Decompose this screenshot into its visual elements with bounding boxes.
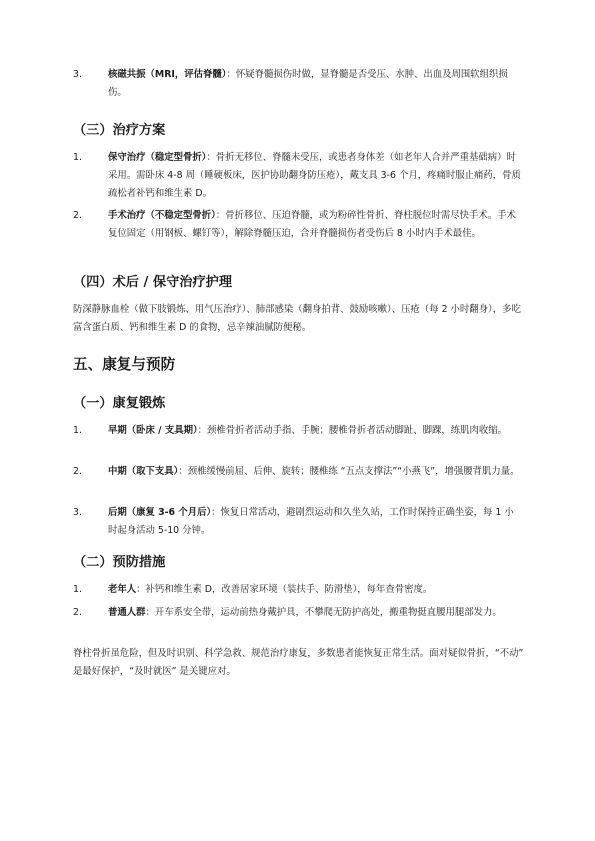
list-item-text: ：颈椎缓慢前屈、后伸、旋转；腰椎练 “五点支撑法”“小燕飞”，增强腰背肌力量。 bbox=[178, 466, 520, 477]
postop-care-paragraph: 防深静脉血栓（做下肢锻炼、用气压治疗）、肺部感染（翻身拍背、鼓励咳嗽）、压疮（每 2 小时翻身），多吃富含蛋白质、钙和维生素 D 的食物，忌辛辣油腻防便秘。 bbox=[73, 304, 521, 333]
list-item-heading: 早期（卧床 / 支具期） bbox=[108, 425, 198, 436]
list-item bbox=[73, 463, 523, 481]
list-item bbox=[73, 581, 523, 599]
list-item-heading: 中期（取下支具） bbox=[108, 466, 179, 477]
list-item bbox=[73, 149, 523, 203]
list-item-text: ：骨折无移位、脊髓未受压，或患者身体差（如老年人合并严重基础病）时采用。需卧床 4-8 周（睡硬板床，医护协助翻身防压疮），戴支具 3-6 个月，疼痛时服止痛药，骨质疏松者补钙和维生素 D。 bbox=[108, 152, 521, 199]
list-item-text: ：恢复日常活动，避剧烈运动和久坐久站，工作时保持正确坐姿，每 1 小时起身活动 5-10 分钟。 bbox=[108, 507, 514, 536]
list-item-heading: 手术治疗（不稳定型骨折） bbox=[108, 210, 216, 221]
list-number: 3. bbox=[73, 69, 82, 80]
list-item-heading: 保守治疗（稳定型骨折） bbox=[108, 152, 207, 163]
list-number: 3. bbox=[73, 507, 82, 518]
list-item bbox=[73, 207, 523, 243]
list-item bbox=[73, 66, 523, 102]
list-item-heading: 核磁共振（MRI，评估脊髓） bbox=[108, 69, 227, 80]
section-heading-postop-care: （四）术后 / 保守治疗护理 bbox=[73, 275, 233, 290]
section-heading-prevention: （二）预防措施 bbox=[73, 555, 166, 570]
list-number: 1. bbox=[73, 152, 82, 163]
list-item-text: ：怀疑脊髓损伤时做，显脊髓是否受压、水肿、出血及周围软组织损伤。 bbox=[108, 69, 508, 98]
list-number: 2. bbox=[73, 466, 82, 477]
list-item bbox=[73, 604, 523, 622]
list-number: 1. bbox=[73, 584, 82, 595]
list-item-heading: 普通人群 bbox=[108, 607, 146, 618]
list-item-text: ：开车系安全带，运动前热身戴护具，不攀爬无防护高处，搬重物挺直腰用腿部发力。 bbox=[145, 607, 502, 618]
conclusion-paragraph: 脊柱骨折虽危险，但及时识别、科学急救、规范治疗康复，多数患者能恢复正常生活。面对疑似骨折，“不动” 是最好保护，“及时就医” 是关键应对。 bbox=[73, 648, 524, 677]
list-item bbox=[73, 504, 523, 540]
list-item-text: ：补钙和维生素 D，改善居家环境（装扶手、防滑垫），每年查骨密度。 bbox=[136, 584, 433, 595]
chapter-heading-rehab-prevention: 五、康复与预防 bbox=[73, 356, 176, 373]
list-item-text: ：颈椎骨折者活动手指、手腕；腰椎骨折者活动脚趾、脚踝，练肌肉收缩。 bbox=[197, 425, 508, 436]
list-item bbox=[73, 422, 523, 440]
list-number: 2. bbox=[73, 607, 82, 618]
list-number: 1. bbox=[73, 425, 82, 436]
section-heading-rehab: （一）康复锻炼 bbox=[73, 396, 166, 411]
list-number: 2. bbox=[73, 210, 82, 221]
list-item-heading: 老年人 bbox=[108, 584, 137, 595]
list-item-text: ：骨折移位、压迫脊髓，或为粉碎性骨折、脊柱脱位时需尽快手术。手术复位固定（用钢板、螺钉等），解除脊髓压迫，合并脊髓损伤者受伤后 8 小时内手术最佳。 bbox=[108, 210, 516, 239]
section-heading-treatment: （三）治疗方案 bbox=[73, 123, 166, 138]
list-item-heading: 后期（康复 3-6 个月后） bbox=[108, 507, 212, 518]
